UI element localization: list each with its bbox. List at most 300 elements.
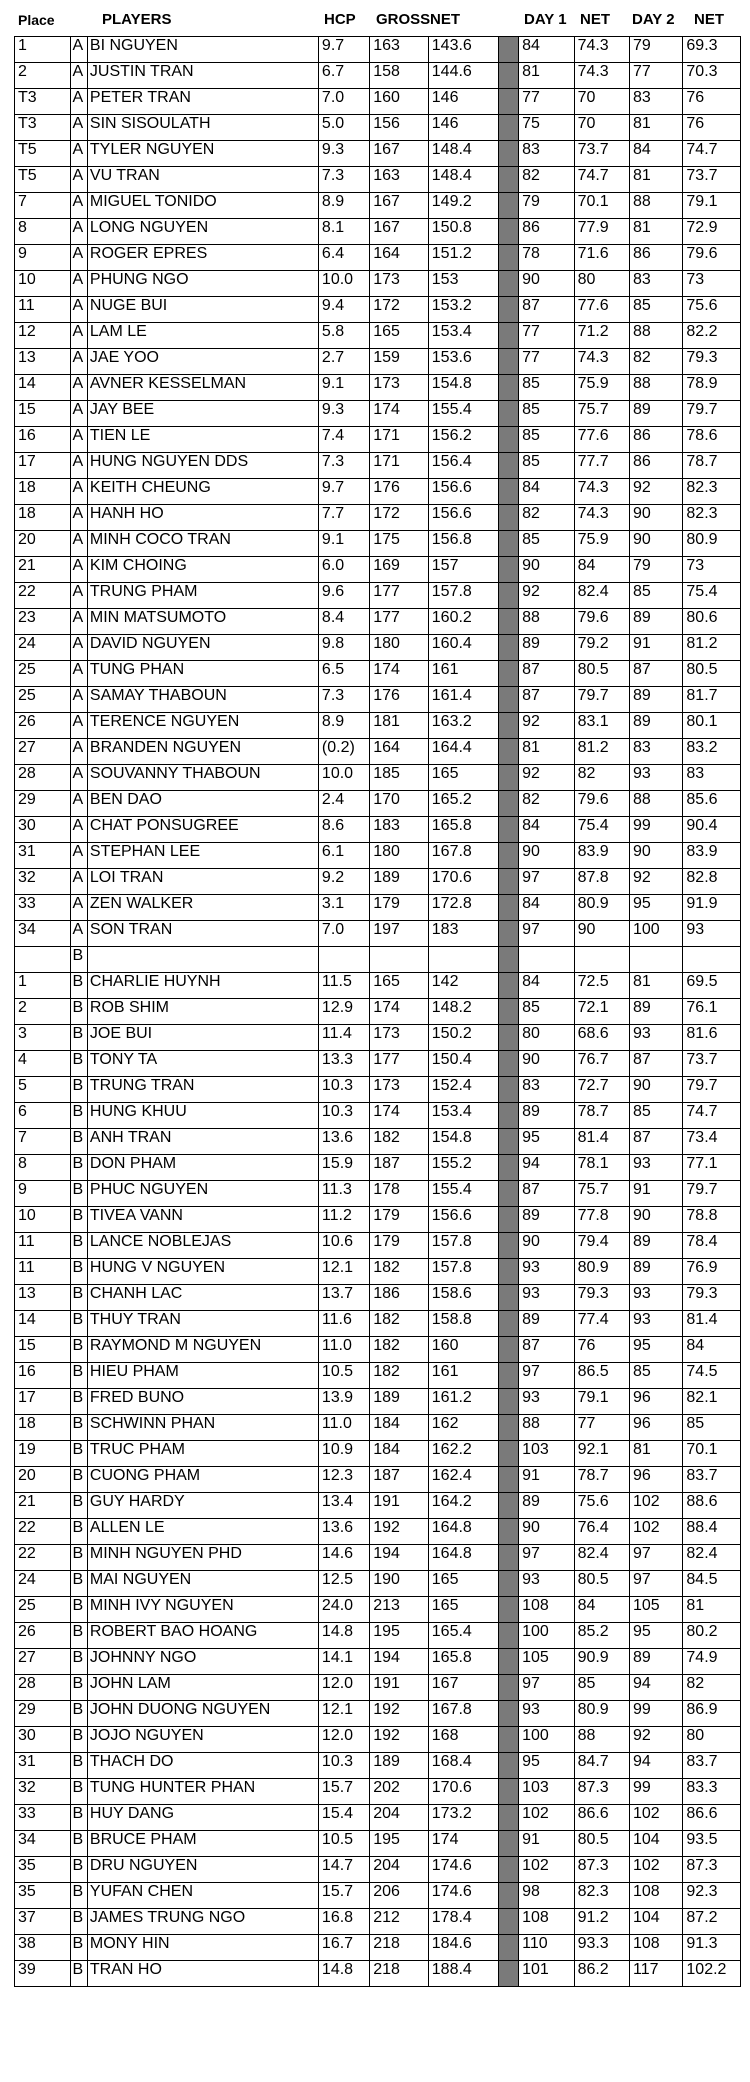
gross-cell: 170 [370, 791, 429, 817]
player-cell: JOHNNY NGO [87, 1649, 318, 1675]
day1-net-cell: 84 [574, 557, 629, 583]
day2-cell: 97 [630, 1545, 683, 1571]
day1-cell: 85 [519, 427, 574, 453]
day1-net-cell: 79.6 [574, 609, 629, 635]
place-cell: 24 [15, 1571, 71, 1597]
flight-cell: A [71, 921, 87, 947]
day1-net-cell: 91.2 [574, 1909, 629, 1935]
header-day1-net: NET [580, 11, 610, 28]
gross-cell: 204 [370, 1805, 429, 1831]
day2-net-cell: 92.3 [683, 1883, 741, 1909]
day1-cell: 80 [519, 1025, 574, 1051]
table-row [15, 245, 741, 271]
gross-cell: 206 [370, 1883, 429, 1909]
gross-cell: 182 [370, 1337, 429, 1363]
hcp-cell: 11.3 [318, 1181, 369, 1207]
gross-cell: 194 [370, 1545, 429, 1571]
day2-net-cell: 82.8 [683, 869, 741, 895]
separator-cell [498, 1181, 519, 1207]
day1-net-cell: 80.9 [574, 1701, 629, 1727]
day2-cell: 89 [630, 1233, 683, 1259]
separator-cell [498, 505, 519, 531]
day1-cell: 90 [519, 271, 574, 297]
table-row [15, 713, 741, 739]
table-row [15, 37, 741, 63]
place-cell: 20 [15, 531, 71, 557]
day2-net-cell: 79.7 [683, 1181, 741, 1207]
place-cell: 14 [15, 375, 71, 401]
separator-cell [498, 453, 519, 479]
day2-net-cell: 86.6 [683, 1805, 741, 1831]
day2-cell: 102 [630, 1857, 683, 1883]
flight-cell: A [71, 895, 87, 921]
place-cell: 18 [15, 505, 71, 531]
net-cell: 154.8 [428, 375, 498, 401]
separator-cell [498, 635, 519, 661]
gross-cell: 177 [370, 1051, 429, 1077]
day2-cell: 99 [630, 1779, 683, 1805]
flight-cell: B [71, 1051, 87, 1077]
player-cell: PHUNG NGO [87, 271, 318, 297]
hcp-cell: 14.8 [318, 1961, 369, 1987]
player-cell: ROGER EPRES [87, 245, 318, 271]
hcp-cell: 7.4 [318, 427, 369, 453]
gross-cell: 189 [370, 1389, 429, 1415]
day2-net-cell: 78.8 [683, 1207, 741, 1233]
day2-cell: 81 [630, 973, 683, 999]
leaderboard [14, 0, 741, 1987]
place-cell: 31 [15, 843, 71, 869]
net-cell: 152.4 [428, 1077, 498, 1103]
place-cell: 27 [15, 739, 71, 765]
place-cell: 14 [15, 1311, 71, 1337]
place-cell: T3 [15, 115, 71, 141]
day2-net-cell: 81.6 [683, 1025, 741, 1051]
place-cell: 11 [15, 1259, 71, 1285]
table-row [15, 1779, 741, 1805]
gross-cell: 174 [370, 999, 429, 1025]
day1-cell: 95 [519, 1753, 574, 1779]
gross-cell: 173 [370, 1025, 429, 1051]
day1-cell: 100 [519, 1727, 574, 1753]
day2-net-cell: 79.3 [683, 349, 741, 375]
day1-net-cell: 80 [574, 271, 629, 297]
day2-net-cell: 81.2 [683, 635, 741, 661]
player-cell: MINH NGUYEN PHD [87, 1545, 318, 1571]
player-cell: JAY BEE [87, 401, 318, 427]
hcp-cell: 12.1 [318, 1701, 369, 1727]
day2-cell: 85 [630, 1363, 683, 1389]
net-cell: 156.4 [428, 453, 498, 479]
player-cell: KEITH CHEUNG [87, 479, 318, 505]
day2-cell: 95 [630, 1623, 683, 1649]
day1-net-cell: 80.9 [574, 895, 629, 921]
day2-net-cell: 76 [683, 115, 741, 141]
player-cell: LANCE NOBLEJAS [87, 1233, 318, 1259]
day1-net-cell: 86.6 [574, 1805, 629, 1831]
place-cell: 25 [15, 1597, 71, 1623]
day1-net-cell: 79.1 [574, 1389, 629, 1415]
gross-cell: 171 [370, 453, 429, 479]
net-cell: 162 [428, 1415, 498, 1441]
hcp-cell: 8.9 [318, 193, 369, 219]
separator-cell [498, 167, 519, 193]
place-cell: 4 [15, 1051, 71, 1077]
gross-cell: 184 [370, 1441, 429, 1467]
header-day2-net: NET [694, 11, 724, 28]
flight-cell: B [71, 1155, 87, 1181]
day2-net-cell: 85.6 [683, 791, 741, 817]
day2-cell: 93 [630, 1025, 683, 1051]
player-cell: TUNG HUNTER PHAN [87, 1779, 318, 1805]
place-cell: 7 [15, 1129, 71, 1155]
place-cell: 25 [15, 687, 71, 713]
day2-net-cell: 73.7 [683, 167, 741, 193]
day2-cell: 79 [630, 37, 683, 63]
day1-net-cell: 70 [574, 115, 629, 141]
player-cell: HUNG V NGUYEN [87, 1259, 318, 1285]
day1-net-cell: 78.7 [574, 1103, 629, 1129]
hcp-cell: 9.6 [318, 583, 369, 609]
day2-cell: 90 [630, 1077, 683, 1103]
day1-cell: 91 [519, 1467, 574, 1493]
day2-cell: 102 [630, 1493, 683, 1519]
player-cell: BI NGUYEN [87, 37, 318, 63]
day2-net-cell: 87.2 [683, 1909, 741, 1935]
day1-net-cell: 72.1 [574, 999, 629, 1025]
day2-cell: 85 [630, 1103, 683, 1129]
gross-cell: 173 [370, 375, 429, 401]
table-row [15, 1363, 741, 1389]
player-cell: DON PHAM [87, 1155, 318, 1181]
day1-cell: 98 [519, 1883, 574, 1909]
day1-net-cell: 75.4 [574, 817, 629, 843]
day1-net-cell: 74.3 [574, 505, 629, 531]
separator-cell [498, 1753, 519, 1779]
hcp-cell: 13.9 [318, 1389, 369, 1415]
player-cell: TONY TA [87, 1051, 318, 1077]
gross-cell: 181 [370, 713, 429, 739]
table-row [15, 1753, 741, 1779]
hcp-cell: 5.0 [318, 115, 369, 141]
day1-net-cell: 82.4 [574, 583, 629, 609]
day2-net-cell: 74.7 [683, 1103, 741, 1129]
separator-cell [498, 1467, 519, 1493]
net-cell: 170.6 [428, 1779, 498, 1805]
day2-cell: 104 [630, 1909, 683, 1935]
net-cell: 153.4 [428, 323, 498, 349]
day2-net-cell: 80.5 [683, 661, 741, 687]
player-cell: ROB SHIM [87, 999, 318, 1025]
net-cell: 161 [428, 661, 498, 687]
net-cell: 178.4 [428, 1909, 498, 1935]
day2-net-cell: 91.3 [683, 1935, 741, 1961]
place-cell: 10 [15, 271, 71, 297]
day2-cell: 99 [630, 1701, 683, 1727]
net-cell: 157 [428, 557, 498, 583]
hcp-cell: 10.0 [318, 271, 369, 297]
header-row [14, 0, 741, 36]
flight-cell: A [71, 89, 87, 115]
day2-cell: 86 [630, 245, 683, 271]
gross-cell: 176 [370, 687, 429, 713]
place-cell: 21 [15, 557, 71, 583]
day1-net-cell: 70 [574, 89, 629, 115]
day1-cell: 90 [519, 1051, 574, 1077]
day2-net-cell: 88.6 [683, 1493, 741, 1519]
separator-cell [498, 245, 519, 271]
separator-cell [498, 375, 519, 401]
table-row [15, 1961, 741, 1987]
day1-cell: 84 [519, 895, 574, 921]
flight-cell: A [71, 765, 87, 791]
player-cell: LONG NGUYEN [87, 219, 318, 245]
table-row [15, 1207, 741, 1233]
day1-cell: 84 [519, 479, 574, 505]
day2-net-cell: 72.9 [683, 219, 741, 245]
day2-cell: 89 [630, 1649, 683, 1675]
day2-net-cell: 82 [683, 1675, 741, 1701]
hcp-cell: 11.2 [318, 1207, 369, 1233]
player-cell: CUONG PHAM [87, 1467, 318, 1493]
flight-cell: A [71, 349, 87, 375]
day2-net-cell: 84.5 [683, 1571, 741, 1597]
hcp-cell: 10.5 [318, 1831, 369, 1857]
place-cell: 28 [15, 765, 71, 791]
separator-cell [498, 739, 519, 765]
player-cell: HUY DANG [87, 1805, 318, 1831]
separator-cell [498, 1441, 519, 1467]
day2-net-cell: 87.3 [683, 1857, 741, 1883]
hcp-cell: 15.4 [318, 1805, 369, 1831]
table-row [15, 1883, 741, 1909]
net-cell: 173.2 [428, 1805, 498, 1831]
player-cell: MINH COCO TRAN [87, 531, 318, 557]
player-cell: NUGE BUI [87, 297, 318, 323]
day1-net-cell: 79.4 [574, 1233, 629, 1259]
table-row [15, 1155, 741, 1181]
hcp-cell: 9.7 [318, 479, 369, 505]
day2-cell: 108 [630, 1883, 683, 1909]
hcp-cell: 5.8 [318, 323, 369, 349]
day2-cell: 96 [630, 1389, 683, 1415]
place-cell: 2 [15, 999, 71, 1025]
place-cell: 19 [15, 1441, 71, 1467]
player-cell: SIN SISOULATH [87, 115, 318, 141]
day2-cell: 87 [630, 1051, 683, 1077]
table-row [15, 1909, 741, 1935]
table-row [15, 349, 741, 375]
day1-net-cell: 92.1 [574, 1441, 629, 1467]
day1-cell: 103 [519, 1779, 574, 1805]
net-cell: 167.8 [428, 843, 498, 869]
table-row [15, 1519, 741, 1545]
player-cell: THUY TRAN [87, 1311, 318, 1337]
separator-cell [498, 1389, 519, 1415]
day2-net-cell: 74.9 [683, 1649, 741, 1675]
table-row [15, 583, 741, 609]
day1-cell: 94 [519, 1155, 574, 1181]
table-row [15, 505, 741, 531]
gross-cell: 218 [370, 1935, 429, 1961]
hcp-cell: 7.0 [318, 89, 369, 115]
separator-cell [498, 1259, 519, 1285]
day1-cell: 92 [519, 713, 574, 739]
flight-cell: A [71, 427, 87, 453]
net-cell: 142 [428, 973, 498, 999]
net-cell: 167 [428, 1675, 498, 1701]
net-cell: 164.8 [428, 1519, 498, 1545]
player-cell: CHARLIE HUYNH [87, 973, 318, 999]
gross-cell: 175 [370, 531, 429, 557]
flight-cell: B [71, 1025, 87, 1051]
day1-net-cell: 75.9 [574, 531, 629, 557]
flight-cell: A [71, 115, 87, 141]
day1-net-cell: 72.7 [574, 1077, 629, 1103]
hcp-cell: 7.0 [318, 921, 369, 947]
gross-cell: 195 [370, 1623, 429, 1649]
table-row [15, 297, 741, 323]
player-cell: JOE BUI [87, 1025, 318, 1051]
table-row [15, 1233, 741, 1259]
day2-net-cell: 79.6 [683, 245, 741, 271]
flight-cell: A [71, 37, 87, 63]
net-cell: 144.6 [428, 63, 498, 89]
hcp-cell: 2.7 [318, 349, 369, 375]
flight-cell: B [71, 1311, 87, 1337]
day1-net-cell: 87.8 [574, 869, 629, 895]
place-cell: 25 [15, 661, 71, 687]
player-cell: JOJO NGUYEN [87, 1727, 318, 1753]
place-cell: T3 [15, 89, 71, 115]
flight-cell: B [71, 1935, 87, 1961]
day1-net-cell: 81.4 [574, 1129, 629, 1155]
day1-net-cell: 77.7 [574, 453, 629, 479]
day2-cell: 89 [630, 1259, 683, 1285]
hcp-cell: 8.6 [318, 817, 369, 843]
table-row [15, 141, 741, 167]
day2-net-cell: 80.9 [683, 531, 741, 557]
day1-net-cell: 77.6 [574, 427, 629, 453]
place-cell: 10 [15, 1207, 71, 1233]
day2-net-cell: 93.5 [683, 1831, 741, 1857]
place-cell: 17 [15, 453, 71, 479]
flight-cell: B [71, 1779, 87, 1805]
gross-cell: 189 [370, 1753, 429, 1779]
day2-net-cell: 79.7 [683, 401, 741, 427]
day1-net-cell: 90.9 [574, 1649, 629, 1675]
day1-net-cell: 78.1 [574, 1155, 629, 1181]
gross-cell: 192 [370, 1519, 429, 1545]
day1-cell: 91 [519, 1831, 574, 1857]
day2-cell: 90 [630, 843, 683, 869]
flight-cell: B [71, 1805, 87, 1831]
separator-cell [498, 1935, 519, 1961]
gross-cell: 179 [370, 895, 429, 921]
table-row [15, 1025, 741, 1051]
header-day2: DAY 2 [632, 11, 675, 28]
place-cell: 18 [15, 1415, 71, 1441]
hcp-cell: 11.5 [318, 973, 369, 999]
place-cell: 29 [15, 1701, 71, 1727]
day2-net-cell: 82.3 [683, 505, 741, 531]
day1-net-cell: 93.3 [574, 1935, 629, 1961]
separator-cell [498, 1831, 519, 1857]
flight-cell: A [71, 297, 87, 323]
flight-cell: B [71, 1285, 87, 1311]
flight-cell: B [71, 1077, 87, 1103]
flight-cell: A [71, 583, 87, 609]
table-row [15, 1389, 741, 1415]
place-cell: 28 [15, 1675, 71, 1701]
gross-cell: 182 [370, 1311, 429, 1337]
separator-cell [498, 1415, 519, 1441]
net-cell: 151.2 [428, 245, 498, 271]
day1-net-cell: 79.2 [574, 635, 629, 661]
player-cell: LAM LE [87, 323, 318, 349]
table-row [15, 869, 741, 895]
separator-cell [498, 947, 519, 973]
separator-cell [498, 1623, 519, 1649]
day2-net-cell: 83 [683, 765, 741, 791]
day1-net-cell: 70.1 [574, 193, 629, 219]
flight-cell: A [71, 791, 87, 817]
header-day1: DAY 1 [524, 11, 567, 28]
separator-cell [498, 1311, 519, 1337]
net-cell: 174.6 [428, 1883, 498, 1909]
day2-cell: 86 [630, 427, 683, 453]
day2-cell: 94 [630, 1753, 683, 1779]
net-cell: 168 [428, 1727, 498, 1753]
net-cell: 157.8 [428, 1259, 498, 1285]
gross-cell: 179 [370, 1233, 429, 1259]
flight-cell: A [71, 141, 87, 167]
player-cell: BEN DAO [87, 791, 318, 817]
hcp-cell: 12.3 [318, 1467, 369, 1493]
day1-net-cell: 82.3 [574, 1883, 629, 1909]
flight-cell: A [71, 271, 87, 297]
day2-net-cell: 78.7 [683, 453, 741, 479]
gross-cell: 184 [370, 1415, 429, 1441]
day2-cell: 86 [630, 453, 683, 479]
net-cell: 153 [428, 271, 498, 297]
flight-cell: A [71, 245, 87, 271]
gross-cell: 187 [370, 1155, 429, 1181]
separator-cell [498, 1337, 519, 1363]
net-cell: 161.4 [428, 687, 498, 713]
separator-cell [498, 1857, 519, 1883]
separator-cell [498, 973, 519, 999]
flight-cell: B [71, 1753, 87, 1779]
flight-cell: A [71, 635, 87, 661]
day2-net-cell: 93 [683, 921, 741, 947]
net-cell: 165.4 [428, 1623, 498, 1649]
player-cell: DRU NGUYEN [87, 1857, 318, 1883]
hcp-cell: 10.3 [318, 1103, 369, 1129]
place-cell: 24 [15, 635, 71, 661]
place-cell: 34 [15, 921, 71, 947]
day1-net-cell: 86.2 [574, 1961, 629, 1987]
day1-cell: 103 [519, 1441, 574, 1467]
hcp-cell: 10.5 [318, 1363, 369, 1389]
net-cell: 161.2 [428, 1389, 498, 1415]
day2-net-cell: 73.4 [683, 1129, 741, 1155]
day2-cell: 83 [630, 271, 683, 297]
gross-cell: 189 [370, 869, 429, 895]
day2-cell: 79 [630, 557, 683, 583]
hcp-cell: 13.7 [318, 1285, 369, 1311]
day1-cell: 83 [519, 141, 574, 167]
